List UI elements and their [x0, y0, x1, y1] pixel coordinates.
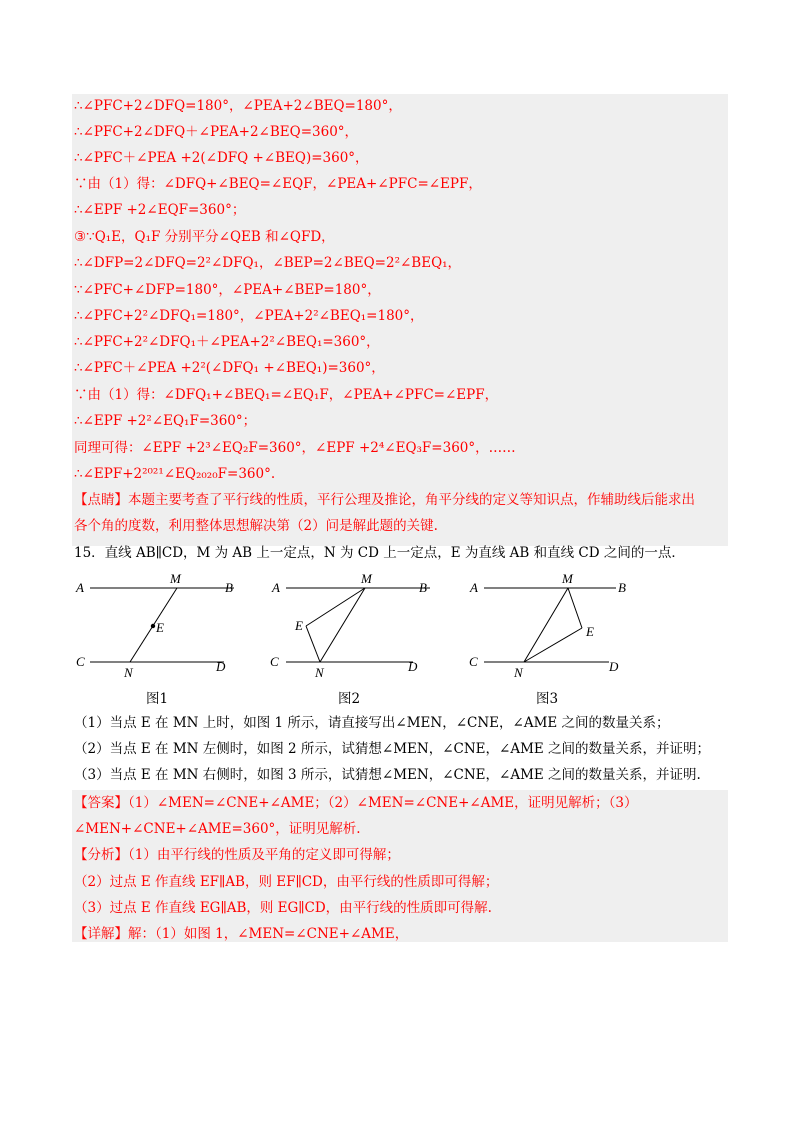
solution-line: ∵∠PFC+∠DFP=180°，∠PEA+∠BEP=180°， [74, 282, 381, 298]
solution-line: ∴∠EPF+2²⁰²¹∠EQ₂₀₂₀F=360°. [74, 466, 276, 482]
label-c: C [469, 654, 478, 669]
question-1: （1）当点 E 在 MN 上时，如图 1 所示，请直接写出∠MEN，∠CNE，∠AME 之间的数量关系； [74, 715, 670, 731]
label-a: A [76, 580, 84, 595]
solution-line: ∴∠PFC+2∠DFQ=180°，∠PEA+2∠BEQ=180°， [74, 98, 402, 114]
label-m: M [562, 571, 573, 586]
solution-line: ∴∠EPF +2∠EQF=360°； [74, 202, 246, 218]
label-b: B [618, 580, 626, 595]
label-c: C [270, 654, 279, 669]
analysis-line-2: （2）过点 E 作直线 EF∥AB，则 EF∥CD，由平行线的性质即可得解； [74, 874, 499, 890]
label-e: E [156, 620, 164, 635]
comment-tag: 【点睛】 [74, 492, 128, 508]
detail-line [74, 925, 408, 943]
figure-3 [466, 570, 646, 685]
question-2: （2）当点 E 在 MN 左侧时，如图 2 所示，试猜想∠MEN，∠CNE，∠AME 之间的数量关系，并证明； [74, 741, 711, 757]
answer-text: （1）∠MEN=∠CNE+∠AME；（2）∠MEN=∠CNE+∠AME，证明见解析；（3） [128, 795, 638, 811]
label-b: B [419, 580, 427, 595]
analysis-text: （1）由平行线的性质及平角的定义即可得解； [128, 847, 400, 863]
label-e: E [586, 624, 594, 639]
solution-line: ∴∠DFP=2∠DFQ=2²∠DFQ₁，∠BEP=2∠BEQ=2²∠BEQ₁， [74, 255, 462, 271]
caption-figure-2: 图2 [338, 691, 361, 707]
comment-line [74, 491, 695, 509]
detail-tag: 【详解】 [74, 926, 128, 942]
solution-line: ∴∠EPF +2²∠EQ₁F=360°； [74, 413, 257, 429]
label-d: D [408, 659, 418, 674]
label-e: E [295, 618, 303, 633]
solution-line: ∴∠PFC+2²∠DFQ₁=180°，∠PEA+2²∠BEQ₁=180°， [74, 308, 424, 324]
figure-1 [72, 570, 252, 685]
label-d: D [216, 659, 226, 674]
analysis-line [74, 846, 400, 864]
analysis-tag: 【分析】 [74, 847, 128, 863]
label-a: A [470, 580, 478, 595]
solution-line: ∴∠PFC＋∠PEA +2(∠DFQ +∠BEQ)=360°， [74, 150, 369, 166]
comment-line-2: 各个角的度数，利用整体思想解决第（2）问是解此题的关键. [74, 518, 438, 534]
question-3: （3）当点 E 在 MN 右侧时，如图 3 所示，试猜想∠MEN，∠CNE，∠AME 之间的数量关系，并证明. [74, 767, 701, 783]
solution-line: ∵由（1）得：∠DFQ+∠BEQ=∠EQF，∠PEA+∠PFC=∠EPF， [74, 176, 482, 192]
label-m: M [361, 571, 372, 586]
caption-figure-3: 图3 [536, 691, 559, 707]
solution-line: ∴∠PFC＋∠PEA +2²(∠DFQ₁ +∠BEQ₁)=360°， [74, 360, 385, 376]
solution-line: 同理可得：∠EPF +2³∠EQ₂F=360°，∠EPF +2⁴∠EQ₃F=360°，…… [74, 440, 516, 456]
label-d: D [609, 659, 619, 674]
caption-figure-1: 图1 [146, 691, 169, 707]
comment-text: 本题主要考查了平行线的性质，平行公理及推论，角平分线的定义等知识点，作辅助线后能求出 [128, 492, 695, 508]
answer-line-2: ∠MEN+∠CNE+∠AME=360°，证明见解析. [74, 821, 361, 837]
label-n: N [124, 665, 133, 680]
answer-tag: 【答案】 [74, 795, 128, 811]
label-b: B [225, 580, 233, 595]
solution-line: ∴∠PFC+2²∠DFQ₁＋∠PEA+2²∠BEQ₁=360°， [74, 334, 380, 350]
problem-stem: 15．直线 AB∥CD，M 为 AB 上一定点，N 为 CD 上一定点，E 为直线 AB 和直线 CD 之间的一点． [74, 545, 685, 561]
analysis-line-3: （3）过点 E 作直线 EG∥AB，则 EG∥CD，由平行线的性质即可得解. [74, 900, 492, 916]
label-m: M [170, 571, 181, 586]
solution-line: ∴∠PFC+2∠DFQ＋∠PEA+2∠BEQ=360°， [74, 124, 359, 140]
solution-line: ∵由（1）得：∠DFQ₁+∠BEQ₁=∠EQ₁F，∠PEA+∠PFC=∠EPF， [74, 387, 499, 403]
label-n: N [514, 665, 523, 680]
answer-box [72, 790, 728, 942]
label-n: N [315, 665, 324, 680]
solution-line: ③∵Q₁E，Q₁F 分别平分∠QEB 和∠QFD， [74, 229, 335, 245]
detail-text: 解：（1）如图 1，∠MEN=∠CNE+∠AME， [128, 926, 409, 942]
figure-2 [268, 570, 448, 685]
answer-line [74, 794, 637, 812]
label-a: A [272, 580, 280, 595]
label-c: C [76, 654, 85, 669]
